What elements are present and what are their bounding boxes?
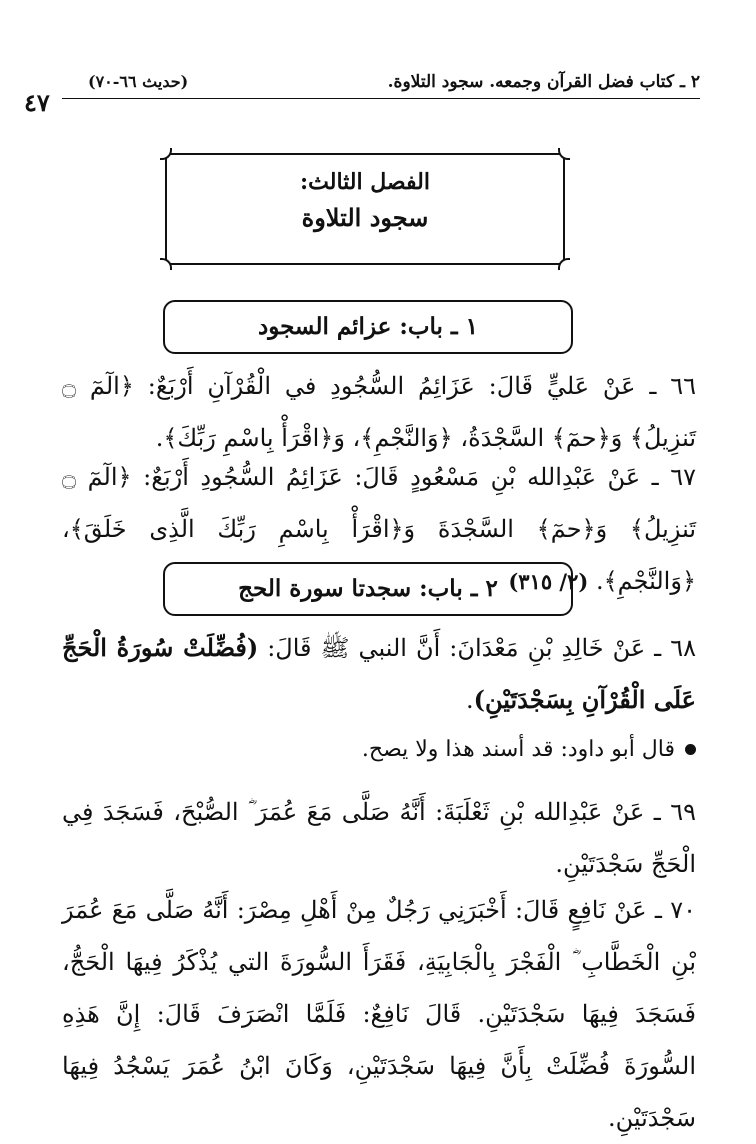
section-heading-1: ١ ـ باب: عزائم السجود xyxy=(163,300,573,354)
hadith-70 xyxy=(62,884,696,1144)
hadith-number: ٦٩ xyxy=(670,798,696,826)
hadith-66 xyxy=(62,360,696,464)
running-title: ٢ ـ كتاب فضل القرآن وجمعه. سجود التلاوة. xyxy=(387,72,700,92)
section-heading-2: ٢ ـ باب: سجدتا سورة الحج xyxy=(163,562,573,616)
hadith-text: ـ عَنْ عَليٍّ قَالَ: عَزَائِمُ السُّجُودِ في الْقُرْآنِ أَرْبَعٌ: ﴿الٓمٓ ۝ تَنزِيلُ﴾ وَ﴿حمٓ﴾ السَّجْدَةُ، ﴿وَالنَّجْمِ﴾، وَ﴿اقْرَأْ بِاسْمِ رَبِّكَ﴾. xyxy=(62,372,696,452)
frame-corner xyxy=(558,148,570,160)
hadith-text: ـ عَنْ خَالِدِ بْنِ مَعْدَانَ: أَنَّ النبي ﷺ قَالَ: xyxy=(267,634,662,662)
hadith-number: ٦٦ xyxy=(670,372,696,400)
frame-corner xyxy=(160,148,172,160)
hadith-text: ـ عَنْ عَبْدِالله بْنِ ثَعْلَبَةَ: أَنَّهُ صَلَّى مَعَ عُمَرَ ؓ الصُّبْحَ، فَسَجَدَ فِي الْحَجِّ سَجْدَتَيْنِ. xyxy=(62,798,696,878)
hadith-text: ـ عَنْ نَافِعٍ قَالَ: أَخْبَرَنِي رَجُلٌ مِنْ أَهْلِ مِصْرَ: أَنَّهُ صَلَّى مَعَ عُمَرَ بْنِ الْخَطَّابِ ؓ الْفَجْرَ بِالْجَابِيَةِ، فَقَرَأَ السُّورَةَ التي يُذْكَرُ فِيهَا الْحَجُّ، فَسَجَدَ فِيهَا سَجْدَتَيْنِ. قَالَ نَافِعٌ: فَلَمَّا انْصَرَفَ قَالَ: إِنَّ هَذِهِ السُّورَةَ فُضِّلَتْ بِأَنَّ فِيهَا سَجْدَتَيْنِ، وَكَانَ ابْنُ عُمَرَ يَسْجُدُ فِيهَا سَجْدَتَيْنِ. xyxy=(62,896,697,1132)
frame-corner xyxy=(558,258,570,270)
hadith-range: (حديث ٦٦-٧٠) xyxy=(88,72,189,91)
chapter-label: الفصل الثالث: xyxy=(300,169,430,195)
running-header xyxy=(62,70,700,99)
chapter-title: سجود التلاوة xyxy=(301,203,429,232)
source-reference: (٢/ ٣١٥) xyxy=(508,569,589,594)
hadith-quote: (فُضِّلَتْ سُورَةُ الْحَجِّ عَلَى الْقُرْآنِ بِسَجْدَتَيْنِ) xyxy=(62,633,696,714)
chapter-heading-box xyxy=(165,153,565,265)
hadith-69 xyxy=(62,786,696,890)
hadith-end: . xyxy=(465,686,474,714)
page-number: ٤٧ xyxy=(24,88,50,117)
bullet-icon xyxy=(685,744,696,755)
abu-dawud-note xyxy=(62,722,696,776)
hadith-number: ٧٠ xyxy=(670,896,696,924)
frame-corner xyxy=(160,258,172,270)
note-text: قال أبو داود: قد أسند هذا ولا يصح. xyxy=(361,737,675,762)
hadith-text: ـ عَنْ عَبْدِالله بْنِ مَسْعُودٍ قَالَ: عَزَائِمُ السُّجُودِ أَرْبَعٌ: ﴿الٓمٓ ۝ تَنزِيلُ﴾ وَ﴿حمٓ﴾ السَّجْدَةَ وَ﴿اقْرَأْ بِاسْمِ رَبِّكَ الَّذِى خَلَقَ﴾، ﴿وَالنَّجْمِ﴾. xyxy=(62,463,696,595)
hadith-68 xyxy=(62,622,696,726)
hadith-number: ٦٧ xyxy=(670,463,696,491)
hadith-number: ٦٨ xyxy=(670,634,696,662)
